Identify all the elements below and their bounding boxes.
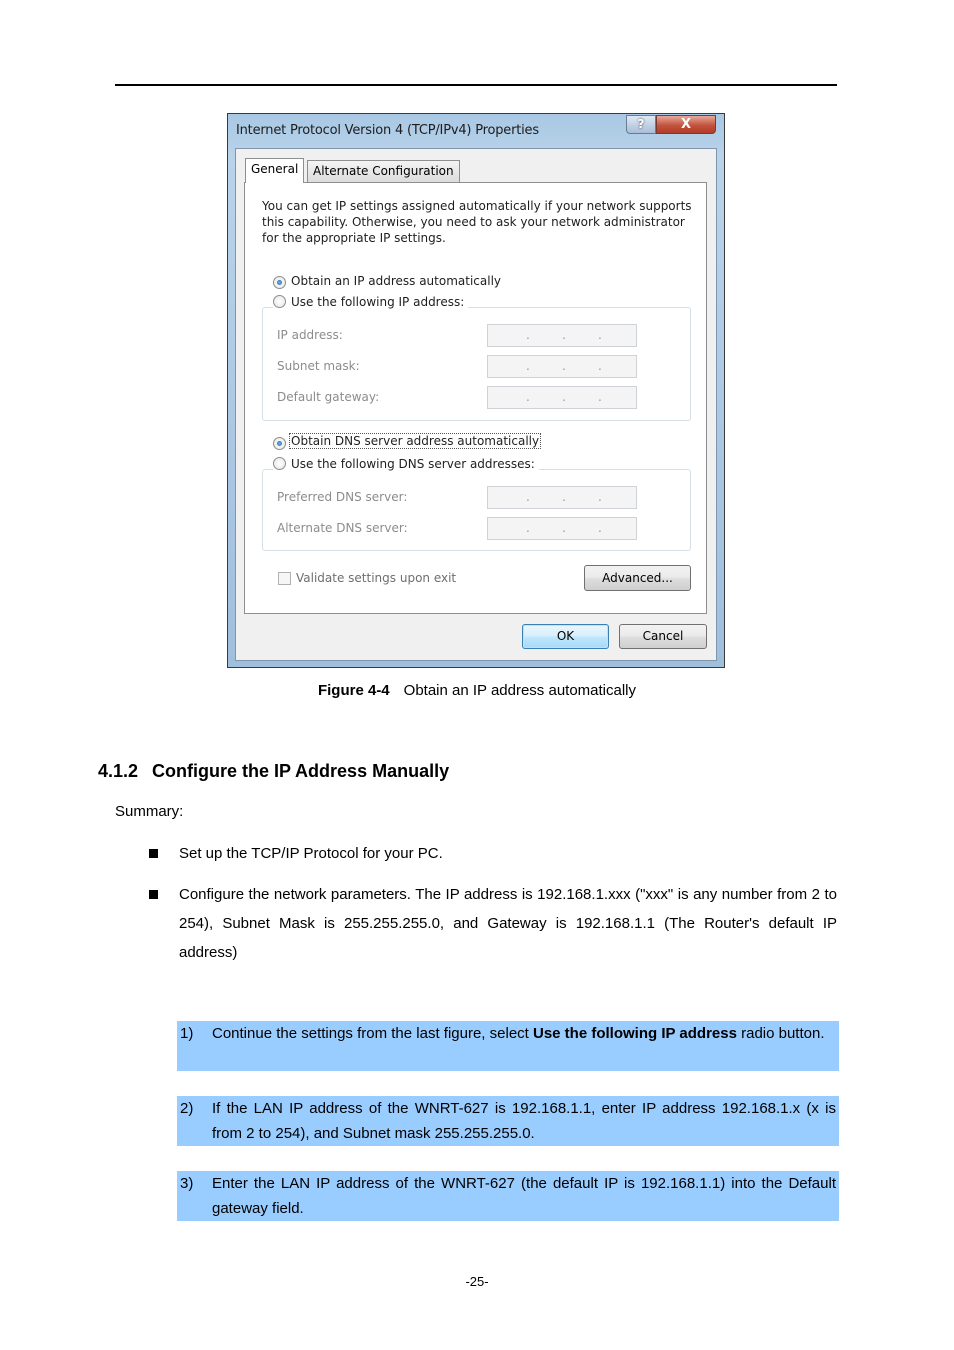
ip-dot: . [562, 328, 566, 342]
ip-dot: . [526, 328, 530, 342]
ip-dot: . [598, 359, 602, 373]
use-following-ip-radio[interactable] [273, 295, 286, 308]
ip-dot: . [562, 521, 566, 535]
ip-dot: . [526, 359, 530, 373]
step-text: Enter the LAN IP address of the WNRT-627 (the default IP is 192.168.1.1) into the Default gateway field. [212, 1175, 836, 1217]
dialog-titlebar [228, 114, 724, 146]
use-following-dns-label[interactable]: Use the following DNS server addresses: [291, 457, 535, 471]
step-text-part: Continue the settings from the last figure, select [212, 1025, 533, 1042]
help-button[interactable]: ? [626, 115, 656, 134]
header-rule [115, 84, 837, 86]
obtain-ip-auto-label[interactable]: Obtain an IP address automatically [291, 274, 502, 288]
step-number: 1) [180, 1025, 194, 1042]
step-3 [177, 1171, 839, 1221]
close-button[interactable]: X [656, 115, 716, 134]
ip-address-label: IP address: [277, 328, 343, 342]
ip-dot: . [526, 490, 530, 504]
validate-settings-checkbox[interactable] [278, 572, 291, 585]
step-1 [177, 1021, 839, 1071]
default-gateway-input[interactable] [487, 386, 637, 409]
use-following-dns-radio[interactable] [273, 457, 286, 470]
use-following-ip-label[interactable]: Use the following IP address: [291, 295, 465, 309]
ip-dot: . [562, 359, 566, 373]
preferred-dns-label: Preferred DNS server: [277, 490, 408, 504]
section-number: 4.1.2 [98, 761, 139, 781]
step-text-bold: Use the following IP address [533, 1025, 737, 1042]
ip-dot: . [598, 328, 602, 342]
general-tab-panel [244, 182, 707, 614]
default-gateway-label: Default gateway: [277, 390, 380, 404]
subnet-mask-label: Subnet mask: [277, 359, 360, 373]
dialog-title: Internet Protocol Version 4 (TCP/IPv4) Properties [236, 123, 539, 138]
obtain-ip-auto-radio[interactable] [273, 276, 286, 289]
subnet-mask-input[interactable] [487, 355, 637, 378]
ip-dot: . [562, 490, 566, 504]
bullet-square-icon [149, 849, 158, 858]
use-following-dns-option[interactable] [273, 457, 539, 471]
summary-label: Summary: [115, 803, 184, 820]
ip-dot: . [562, 390, 566, 404]
bullet-item: Configure the network parameters. The IP address is 192.168.1.xxx ("xxx" is any number from 2 to 254), Subnet Mask is 255.255.255.0, and Gateway is 192.168.1.1 (The Router's default IP address) [179, 886, 837, 961]
step-text [212, 1021, 836, 1046]
figure-caption-text: Obtain an IP address automatically [403, 682, 637, 699]
bullet-item: Set up the TCP/IP Protocol for your PC. [179, 845, 443, 862]
section-heading [98, 761, 449, 782]
step-text: If the LAN IP address of the WNRT-627 is 192.168.1.1, enter IP address 192.168.1.x (x is from 2 to 254), and Subnet mask 255.255.255.0. [212, 1100, 836, 1142]
section-title: Configure the IP Address Manually [152, 761, 450, 781]
tab-alternate-configuration[interactable]: Alternate Configuration [307, 160, 460, 182]
ip-dot: . [598, 490, 602, 504]
cancel-button[interactable]: Cancel [619, 624, 707, 649]
obtain-dns-auto-radio[interactable] [273, 437, 286, 450]
ipv4-properties-dialog [227, 113, 725, 668]
figure-caption [0, 682, 954, 699]
intro-text: You can get IP settings assigned automatically if your network supports this capability. Otherwise, you need to ask your network administrator for the appropriate IP settings. [262, 199, 692, 245]
alternate-dns-label: Alternate DNS server: [277, 521, 408, 535]
page-number: -25- [465, 1274, 489, 1289]
validate-settings-label[interactable]: Validate settings upon exit [296, 571, 457, 585]
bullet-square-icon [149, 890, 158, 899]
step-text-part: radio button. [736, 1025, 825, 1042]
use-following-ip-option[interactable] [273, 295, 468, 309]
step-number: 2) [180, 1100, 194, 1117]
step-number: 3) [180, 1175, 194, 1192]
ip-dot: . [526, 521, 530, 535]
obtain-dns-auto-label[interactable]: Obtain DNS server address automatically [291, 434, 540, 448]
tab-general[interactable]: General [245, 158, 304, 183]
step-2 [177, 1096, 839, 1146]
ip-dot: . [598, 521, 602, 535]
advanced-button[interactable]: Advanced... [584, 565, 691, 591]
ip-dot: . [526, 390, 530, 404]
alternate-dns-input[interactable] [487, 517, 637, 540]
figure-number: Figure 4-4 [317, 682, 390, 699]
ok-button[interactable]: OK [522, 624, 609, 649]
dialog-client-area [235, 148, 717, 661]
ip-address-input[interactable] [487, 324, 637, 347]
preferred-dns-input[interactable] [487, 486, 637, 509]
ip-dot: . [598, 390, 602, 404]
